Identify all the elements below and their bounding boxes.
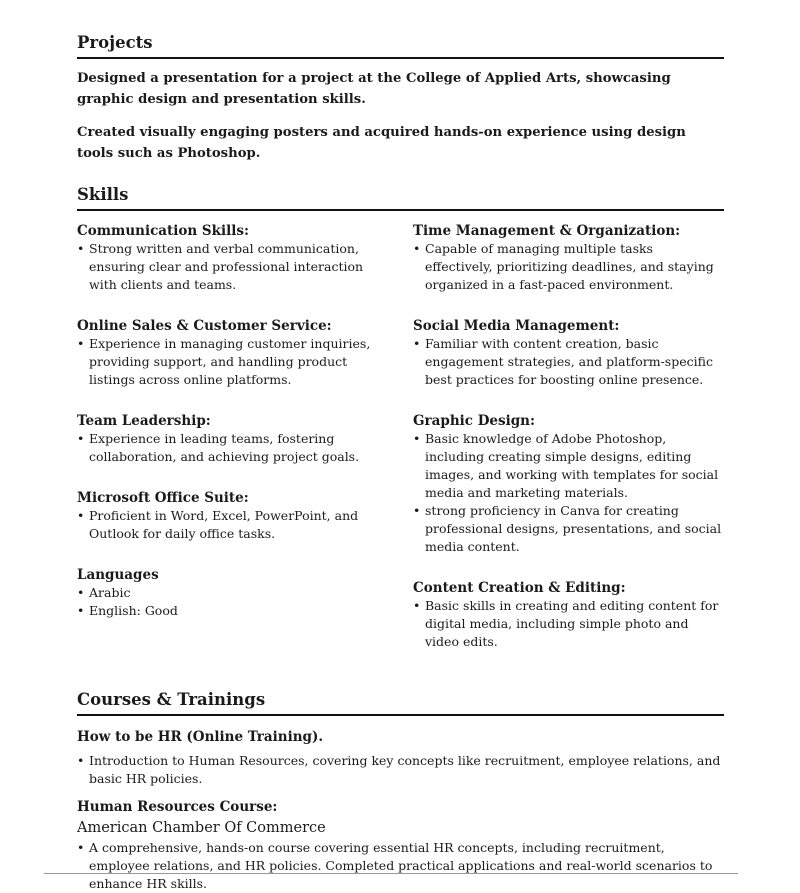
course-title: Human Resources Course: bbox=[77, 799, 278, 815]
skills-heading: Skills bbox=[77, 185, 724, 211]
skills-right-column bbox=[413, 222, 724, 674]
course-title: How to be HR (Online Training). bbox=[77, 729, 324, 745]
skills-section bbox=[77, 185, 724, 674]
course-bullet: • A comprehensive, hands-on course covering essential HR concepts, including recruitment, employee relations, and HR policies. Completed practical applications and real-world scenarios to enhance HR skills. bbox=[77, 839, 724, 893]
skill-bullet: • Basic skills in creating and editing content for digital media, including simple photo and video edits. bbox=[413, 597, 724, 651]
skill-bullet: • Proficient in Word, Excel, PowerPoint, and Outlook for daily office tasks. bbox=[77, 507, 387, 543]
skill-title: Graphic Design: bbox=[413, 413, 535, 429]
skill-group bbox=[77, 222, 387, 294]
course-organization: American Chamber Of Commerce bbox=[77, 820, 326, 836]
skill-bullet: • Experience in leading teams, fostering collaboration, and achieving project goals. bbox=[77, 430, 387, 466]
skill-title: Communication Skills: bbox=[77, 223, 249, 239]
skill-bullet: • Experience in managing customer inquiries, providing support, and handling product listings across online platforms. bbox=[77, 335, 387, 389]
skill-group bbox=[77, 412, 387, 466]
project-item: Designed a presentation for a project at the College of Applied Arts, showcasing graphic design and presentation skills. bbox=[77, 71, 671, 107]
project-item: Created visually engaging posters and acquired hands-on experience using design tools such as Photoshop. bbox=[77, 125, 686, 161]
skill-group bbox=[413, 579, 724, 651]
skill-title: Online Sales & Customer Service: bbox=[77, 318, 332, 334]
skill-bullet: • Strong written and verbal communication, ensuring clear and professional interaction with clients and teams. bbox=[77, 240, 387, 294]
skill-bullet: • English: Good bbox=[77, 602, 387, 620]
courses-heading: Courses & Trainings bbox=[77, 690, 724, 716]
skill-title: Time Management & Organization: bbox=[413, 223, 681, 239]
course-item bbox=[77, 798, 724, 893]
skill-title: Content Creation & Editing: bbox=[413, 580, 626, 596]
skill-group bbox=[413, 412, 724, 556]
skill-bullet: • Capable of managing multiple tasks effectively, prioritizing deadlines, and staying organized in a fast-paced environment. bbox=[413, 240, 724, 294]
skill-group bbox=[77, 317, 387, 389]
course-item bbox=[77, 728, 724, 788]
projects-heading: Projects bbox=[77, 33, 724, 59]
skill-group bbox=[413, 222, 724, 294]
page-bottom-divider bbox=[44, 873, 738, 874]
skills-columns bbox=[77, 222, 724, 674]
skill-title: Social Media Management: bbox=[413, 318, 620, 334]
skill-title: Team Leadership: bbox=[77, 413, 211, 429]
skill-bullet: • Basic knowledge of Adobe Photoshop, including creating simple designs, editing images, and working with templates for social media and marketing materials. bbox=[413, 430, 724, 502]
skill-bullet: • Familiar with content creation, basic engagement strategies, and platform-specific best practices for boosting online presence. bbox=[413, 335, 724, 389]
skill-bullet: • Arabic bbox=[77, 584, 387, 602]
skill-bullet: • strong proficiency in Canva for creating professional designs, presentations, and social media content. bbox=[413, 502, 724, 556]
skill-group bbox=[413, 317, 724, 389]
skill-title: Languages bbox=[77, 567, 159, 583]
skills-left-column bbox=[77, 222, 387, 674]
skill-group bbox=[77, 489, 387, 543]
course-bullet: • Introduction to Human Resources, covering key concepts like recruitment, employee relations, and basic HR policies. bbox=[77, 752, 724, 788]
skill-group bbox=[77, 566, 387, 620]
skill-title: Microsoft Office Suite: bbox=[77, 490, 249, 506]
projects-section bbox=[77, 33, 724, 164]
courses-section bbox=[77, 690, 724, 893]
